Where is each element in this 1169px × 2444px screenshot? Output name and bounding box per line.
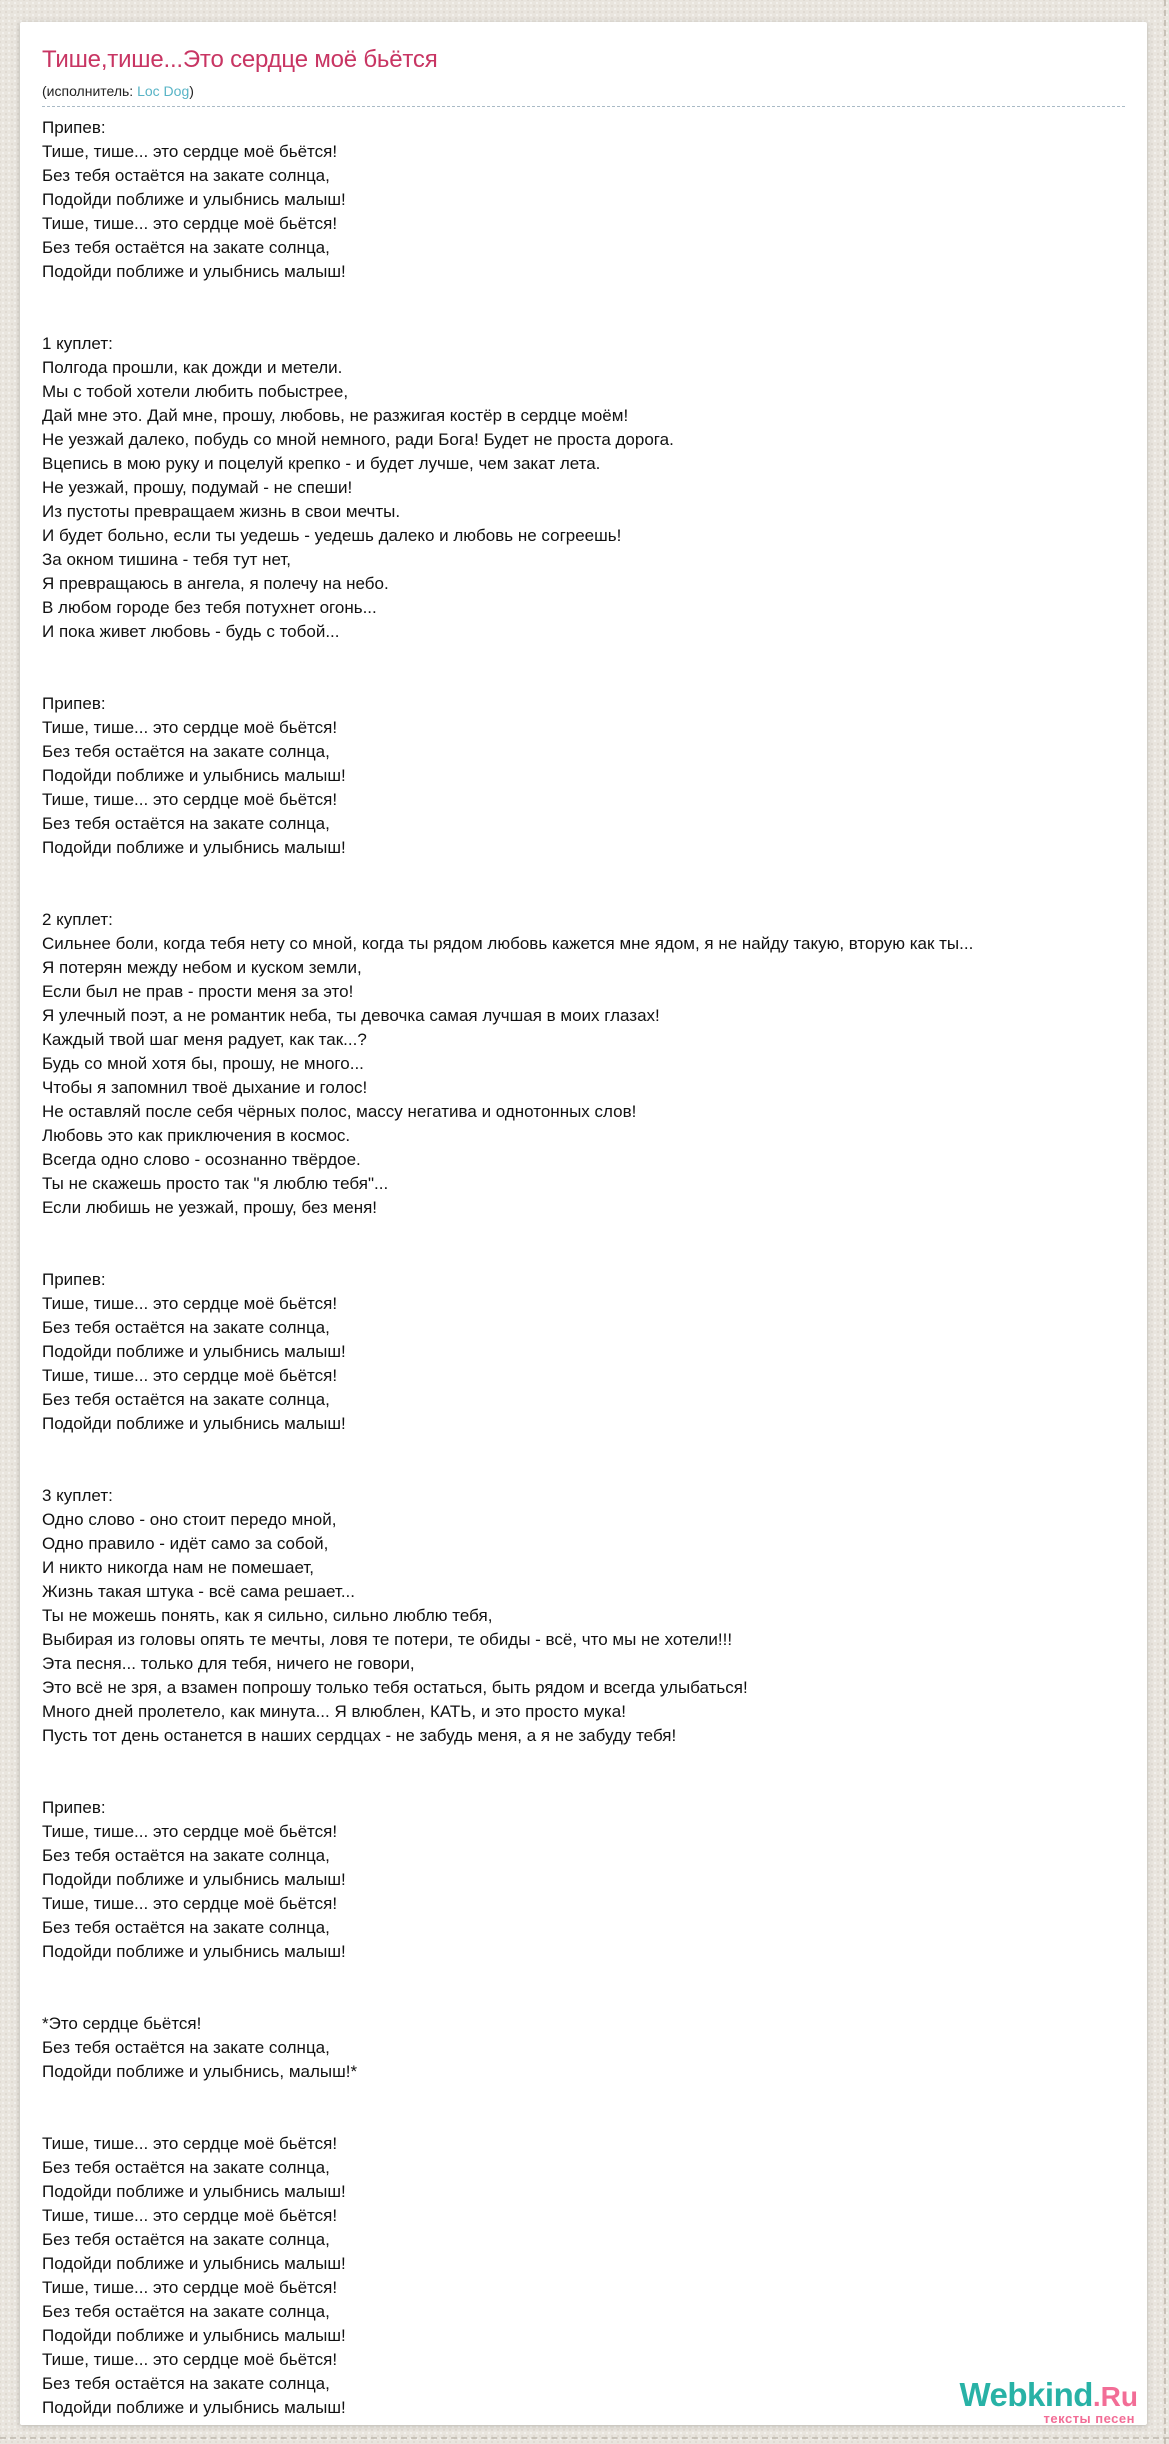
lyric-line: Без тебя остаётся на закате солнца, [42, 2374, 330, 2393]
lyric-line: Если любишь не уезжай, прошу, без меня! [42, 1198, 378, 1217]
lyric-line: Без тебя остаётся на закате солнца, [42, 1390, 330, 1409]
lyric-line: 2 куплет: [42, 910, 113, 929]
lyric-line: Не уезжай далеко, побудь со мной немного, ради Бога! Будет не проста дорога. [42, 430, 674, 449]
lyric-line: Не уезжай, прошу, подумай - не спеши! [42, 478, 353, 497]
lyric-line: Подойди поближе и улыбнись малыш! [42, 2254, 346, 2273]
lyric-line: Это всё не зря, а взамен попрошу только тебя остаться, быть рядом и всегда улыбаться! [42, 1678, 748, 1697]
lyric-line: 1 куплет: [42, 334, 113, 353]
lyric-line: Тише, тише... это сердце моё бьётся! [42, 2206, 338, 2225]
lyric-line [42, 668, 1125, 692]
lyric-line: Полгода прошли, как дожди и метели. [42, 358, 343, 377]
lyric-line: За окном тишина - тебя тут нет, [42, 550, 291, 569]
lyric-line: Будь со мной хотя бы, прошу, не много... [42, 1054, 364, 1073]
lyric-line: Я превращаюсь в ангела, я полечу на небо. [42, 574, 389, 593]
lyric-line: Без тебя остаётся на закате солнца, [42, 2230, 330, 2249]
lyric-line: Тише, тише... это сердце моё бьётся! [42, 2350, 338, 2369]
lyric-line: Одно правило - идёт само за собой, [42, 1534, 329, 1553]
lyric-line: Тише, тише... это сердце моё бьётся! [42, 718, 338, 737]
lyric-line [42, 860, 1125, 884]
lyric-line: Каждый твой шаг меня радует, как так...? [42, 1030, 367, 1049]
lyric-line: Подойди поближе и улыбнись, малыш!* [42, 2062, 358, 2081]
artist-line [42, 83, 1125, 107]
lyric-line: Подойди поближе и улыбнись малыш! [42, 838, 346, 857]
lyric-line: Припев: [42, 118, 106, 137]
lyric-line: Без тебя остаётся на закате солнца, [42, 2038, 330, 2057]
lyric-line [42, 884, 1125, 908]
artist-prefix: (исполнитель: [42, 83, 138, 99]
lyric-line: Сильнее боли, когда тебя нету со мной, когда ты рядом любовь кажется мне ядом, я не найду такую, вторую как ты... [42, 934, 974, 953]
lyric-line: Эта песня... только для тебя, ничего не говори, [42, 1654, 415, 1673]
webkind-logo[interactable] [959, 2378, 1138, 2425]
lyric-line [42, 1244, 1125, 1268]
lyric-line: Тише, тише... это сердце моё бьётся! [42, 2134, 338, 2153]
lyric-line: Тише, тише... это сердце моё бьётся! [42, 790, 338, 809]
lyric-line: Выбирая из головы опять те мечты, ловя те потери, те обиды - всё, что мы не хотели!!! [42, 1630, 733, 1649]
lyric-line: Пусть тот день останется в наших сердцах - не забудь меня, а я не забуду тебя! [42, 1726, 677, 1745]
lyric-line: Подойди поближе и улыбнись малыш! [42, 262, 346, 281]
lyric-line: Тише, тише... это сердце моё бьётся! [42, 2278, 338, 2297]
lyric-line: Подойди поближе и улыбнись малыш! [42, 2326, 346, 2345]
lyric-line: В любом городе без тебя потухнет огонь... [42, 598, 377, 617]
lyric-line: Тише, тише... это сердце моё бьётся! [42, 214, 338, 233]
lyric-line: Без тебя остаётся на закате солнца, [42, 814, 330, 833]
lyric-line: Любовь это как приключения в космос. [42, 1126, 351, 1145]
logo-tagline: тексты песен [1043, 2411, 1135, 2426]
lyric-line: Мы с тобой хотели любить побыстрее, [42, 382, 349, 401]
lyric-line [42, 1748, 1125, 1772]
lyric-line: Тише, тише... это сердце моё бьётся! [42, 1822, 338, 1841]
lyric-line: Жизнь такая штука - всё сама решает... [42, 1582, 355, 1601]
lyric-line [42, 1436, 1125, 1460]
lyric-line: Много дней пролетело, как минута... Я влюблен, КАТЬ, и это просто мука! [42, 1702, 626, 1721]
lyric-line [42, 1220, 1125, 1244]
lyric-line: Подойди поближе и улыбнись малыш! [42, 2182, 346, 2201]
lyric-line: Подойди поближе и улыбнись малыш! [42, 766, 346, 785]
lyric-line: И будет больно, если ты уедешь - уедешь далеко и любовь не согреешь! [42, 526, 622, 545]
lyric-line: Подойди поближе и улыбнись малыш! [42, 1942, 346, 1961]
lyric-line: Без тебя остаётся на закате солнца, [42, 1846, 330, 1865]
lyric-line: Подойди поближе и улыбнись малыш! [42, 1870, 346, 1889]
lyric-line: Без тебя остаётся на закате солнца, [42, 238, 330, 257]
lyric-line [42, 1964, 1125, 1988]
lyric-line: Всегда одно слово - осознанно твёрдое. [42, 1150, 361, 1169]
artist-suffix: ) [189, 83, 194, 99]
lyric-line: Без тебя остаётся на закате солнца, [42, 742, 330, 761]
lyric-line [42, 2108, 1125, 2132]
lyric-line: Припев: [42, 694, 106, 713]
lyric-line: Без тебя остаётся на закате солнца, [42, 2158, 330, 2177]
lyric-line: Без тебя остаётся на закате солнца, [42, 166, 330, 185]
lyric-line: Ты не можешь понять, как я сильно, сильно люблю тебя, [42, 1606, 493, 1625]
lyric-line: Тише, тише... это сердце моё бьётся! [42, 1366, 338, 1385]
lyric-line: Припев: [42, 1270, 106, 1289]
lyric-line: Ты не скажешь просто так "я люблю тебя"... [42, 1174, 389, 1193]
lyric-line [42, 644, 1125, 668]
lyric-line: Подойди поближе и улыбнись малыш! [42, 1342, 346, 1361]
lyric-line [42, 1988, 1125, 2012]
lyric-line: Тише, тише... это сердце моё бьётся! [42, 1294, 338, 1313]
lyric-line: Подойди поближе и улыбнись малыш! [42, 2398, 346, 2417]
lyric-line: Я улечный поэт, а не романтик неба, ты девочка самая лучшая в моих глазах! [42, 1006, 660, 1025]
lyric-line [42, 308, 1125, 332]
page-title: Тише,тише...Это сердце моё бьётся [42, 46, 438, 73]
lyric-line: И пока живет любовь - будь с тобой... [42, 622, 340, 641]
lyric-line: Если был не прав - прости меня за это! [42, 982, 354, 1001]
lyric-line: Припев: [42, 1798, 106, 1817]
lyric-line: Подойди поближе и улыбнись малыш! [42, 190, 346, 209]
lyric-line [42, 284, 1125, 308]
artist-link[interactable]: Loc Dog [137, 83, 190, 99]
lyric-line: Подойди поближе и улыбнись малыш! [42, 1414, 346, 1433]
lyric-line: 3 куплет: [42, 1486, 113, 1505]
lyric-line: Без тебя остаётся на закате солнца, [42, 2302, 330, 2321]
lyrics-text [42, 116, 1125, 2420]
lyric-line [42, 1772, 1125, 1796]
lyric-line: Вцепись в мою руку и поцелуй крепко - и будет лучше, чем закат лета. [42, 454, 601, 473]
lyric-line: Чтобы я запомнил твоё дыхание и голос! [42, 1078, 368, 1097]
lyric-line: Без тебя остаётся на закате солнца, [42, 1318, 330, 1337]
logo-ru-text: .Ru [1092, 2381, 1138, 2412]
lyrics-card [20, 22, 1147, 2425]
lyric-line: *Это сердце бьётся! [42, 2014, 202, 2033]
lyric-line: Я потерян между небом и куском земли, [42, 958, 362, 977]
background-seam-bottom [0, 2437, 1169, 2439]
lyric-line: Дай мне это. Дай мне, прошу, любовь, не разжигая костёр в сердце моём! [42, 406, 629, 425]
logo-webkind-text: Webkind [959, 2376, 1093, 2413]
lyric-line: Тише, тише... это сердце моё бьётся! [42, 1894, 338, 1913]
lyric-line: Из пустоты превращаем жизнь в свои мечты. [42, 502, 401, 521]
background-seam-right [1164, 0, 1166, 2444]
lyric-line [42, 1460, 1125, 1484]
lyric-line: Без тебя остаётся на закате солнца, [42, 1918, 330, 1937]
lyric-line: Не оставляй после себя чёрных полос, массу негатива и однотонных слов! [42, 1102, 637, 1121]
lyric-line [42, 2084, 1125, 2108]
lyric-line: Тише, тише... это сердце моё бьётся! [42, 142, 338, 161]
webkind-logo-wordmark [959, 2378, 1138, 2411]
lyric-line: Одно слово - оно стоит передо мной, [42, 1510, 337, 1529]
lyric-line: И никто никогда нам не помешает, [42, 1558, 314, 1577]
